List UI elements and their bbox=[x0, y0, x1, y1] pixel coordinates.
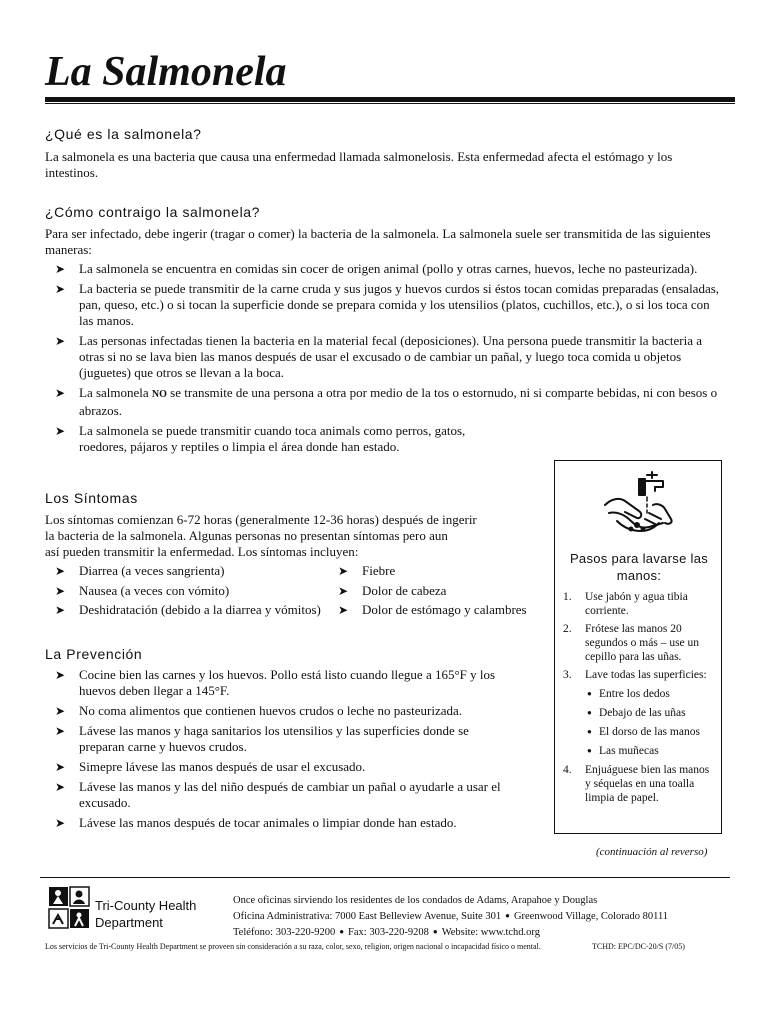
handwashing-icon bbox=[599, 469, 679, 539]
arrow-bullet-icon: ➤ bbox=[55, 704, 66, 718]
org-name: Tri-County Health Department bbox=[95, 898, 197, 930]
list-item: ➤ Fiebre bbox=[338, 563, 396, 578]
page-title: La Salmonela bbox=[45, 49, 287, 95]
arrow-bullet-icon: ➤ bbox=[55, 564, 66, 578]
list-item: ➤ Simepre lávese las manos después de usar el excusado. bbox=[55, 759, 366, 774]
list-item: ➤ Lávese las manos y haga sanitarios los utensilios y las superficies donde se preparan carne y huevos crudos. bbox=[55, 723, 469, 754]
document-code: TCHD: EPC/DC-20/S (7/05) bbox=[592, 942, 685, 951]
title-rule bbox=[45, 97, 735, 102]
arrow-bullet-icon: ➤ bbox=[338, 564, 349, 578]
que-es-paragraph: La salmonela es una bacteria que causa una enfermedad llamada salmonelosis. Esta enfermedad afecta el estómago y los intestinos. bbox=[45, 149, 673, 180]
section-heading-que-es: ¿Qué es la salmonela? bbox=[45, 126, 202, 142]
no-emphasis: NO bbox=[151, 389, 167, 400]
section-heading-prevencion: La Prevención bbox=[45, 646, 143, 662]
arrow-bullet-icon: ➤ bbox=[55, 724, 66, 738]
list-item: ➤ No coma alimentos que contienen huevos crudos o leche no pasteurizada. bbox=[55, 703, 463, 718]
list-item: ● Las muñecas bbox=[585, 744, 715, 758]
list-item: ➤ La salmonela se puede transmitir cuando toca animals como perros, gatos, roedores, pájaros y reptiles o limpia el área donde han estado. bbox=[55, 423, 466, 454]
arrow-bullet-icon: ➤ bbox=[55, 584, 66, 598]
list-item: ➤ Nausea (a veces con vómito) bbox=[55, 583, 230, 598]
contact-line-phone: Teléfono: 303-220-9200 ● Fax: 303-220-9208 ● Website: www.tchd.org bbox=[233, 927, 540, 938]
list-item: ➤ Dolor de estómago y calambres bbox=[338, 602, 527, 617]
list-item: ➤ Dolor de cabeza bbox=[338, 583, 447, 598]
como-intro: Para ser infectado, debe ingerir (tragar o comer) la bacteria de la salmonela. La salmonela suele ser transmitida de las siguientes maneras: bbox=[45, 226, 711, 257]
list-item: ➤ La salmonela NO se transmite de una persona a otra por medio de la tos o estornudo, ni si comparte bebidas, ni con besos o abrazos. bbox=[55, 385, 718, 418]
list-item: ➤ Lávese las manos después de tocar animales o limpiar donde han estado. bbox=[55, 815, 457, 830]
list-item: 4. Enjuáguese bien las manos y séquelas en una toalla limpia de papel. bbox=[563, 764, 710, 804]
arrow-bullet-icon: ➤ bbox=[55, 603, 66, 617]
footer-rule bbox=[40, 877, 730, 878]
arrow-bullet-icon: ➤ bbox=[55, 760, 66, 774]
list-item: ➤ La bacteria se puede transmitir de la carne cruda y sus jugos y huevos curdos si éstos tocan comidas preparadas (ensaladas, pan, queso, etc.) o si tocan la superficie donde se prepara comida y los utensilios (platos, cuchillos, etc.), o si los toca con las manos. bbox=[55, 281, 720, 328]
handwashing-steps bbox=[563, 590, 715, 809]
contact-line-offices: Once oficinas sirviendo los residentes de los condados de Adams, Arapahoe y Douglas bbox=[233, 895, 598, 906]
surfaces-list bbox=[585, 687, 715, 758]
continued-note: (continuación al reverso) bbox=[596, 846, 708, 858]
list-item: ● Entre los dedos bbox=[585, 687, 715, 701]
handwashing-box bbox=[554, 460, 722, 834]
arrow-bullet-icon: ➤ bbox=[55, 334, 66, 348]
list-item: ➤ Diarrea (a veces sangrienta) bbox=[55, 563, 225, 578]
list-item: 3. Lave todas las superficies: ● Entre los dedos ● Debajo de las uñas ● El dorso de las manos ● Las muñecas bbox=[563, 668, 715, 758]
list-item: 1. Use jabón y agua tibia corriente. bbox=[563, 591, 688, 617]
arrow-bullet-icon: ➤ bbox=[55, 780, 66, 794]
como-list bbox=[55, 261, 725, 459]
arrow-bullet-icon: ➤ bbox=[338, 584, 349, 598]
disclaimer: Los servicios de Tri-County Health Department se proveen sin consideración a su raza, color, sexo, religion, origen nacional o incapacidad físico o mental. bbox=[45, 942, 541, 951]
arrow-bullet-icon: ➤ bbox=[338, 603, 349, 617]
list-item: ➤ Lávese las manos y las del niño después de cambiar un pañal o ayudarle a usar el excusado. bbox=[55, 779, 501, 810]
list-item: ➤ La salmonela se encuentra en comidas sin cocer de origen animal (pollo y otras carnes, huevos, leche no pasteurizada). bbox=[55, 261, 698, 276]
section-heading-como: ¿Cómo contraigo la salmonela? bbox=[45, 204, 261, 220]
contact-info bbox=[233, 893, 668, 940]
arrow-bullet-icon: ➤ bbox=[55, 386, 66, 400]
list-item: ➤ Las personas infectadas tienen la bacteria en la material fecal (deposiciones). Una persona puede transmitir la bacteria a otras si no se lava bien las manos después de usar el excusado o de cambiar un pañal, y luego toca comida u objetos (juguetes) que otros se llevan a la boca. bbox=[55, 333, 702, 380]
list-item: ➤ Deshidratación (debido a la diarrea y vómitos) bbox=[55, 602, 321, 617]
tchd-logo-icon bbox=[48, 886, 90, 930]
list-item: ● Debajo de las uñas bbox=[585, 706, 715, 720]
list-item: ● El dorso de las manos bbox=[585, 725, 715, 739]
arrow-bullet-icon: ➤ bbox=[55, 816, 66, 830]
handwashing-title: Pasos para lavarse las manos: bbox=[569, 551, 709, 583]
sintomas-list bbox=[55, 563, 545, 623]
list-item: ➤ Cocine bien las carnes y los huevos. Pollo está listo cuando llegue a 165°F y los huevos deben llegar a 145°F. bbox=[55, 667, 496, 698]
contact-line-address: Oficina Administrativa: 7000 East Belleview Avenue, Suite 301 ● Greenwood Village, Colorado 80111 bbox=[233, 911, 669, 922]
arrow-bullet-icon: ➤ bbox=[55, 282, 66, 296]
arrow-bullet-icon: ➤ bbox=[55, 262, 66, 276]
prevencion-list bbox=[55, 667, 505, 835]
section-heading-sintomas: Los Síntomas bbox=[45, 490, 138, 506]
title-rule-thin bbox=[45, 103, 735, 104]
list-item: 2. Frótese las manos 20 segundos o más – use un cepillo para las uñas. bbox=[563, 623, 700, 663]
arrow-bullet-icon: ➤ bbox=[55, 668, 66, 682]
arrow-bullet-icon: ➤ bbox=[55, 424, 66, 438]
sintomas-intro: Los síntomas comienzan 6-72 horas (generalmente 12-36 horas) después de ingerir la bacteria de la salmonela. Algunas personas no presentan síntomas pero aun así pueden transmitir la enfermedad. Los síntomas incluyen: bbox=[45, 512, 477, 559]
